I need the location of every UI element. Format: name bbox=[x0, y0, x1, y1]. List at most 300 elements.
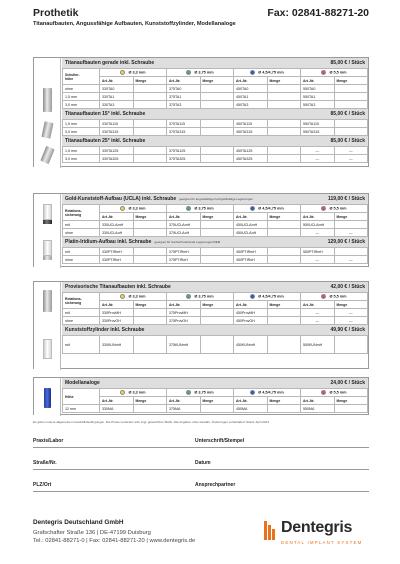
table-row bbox=[63, 93, 368, 101]
article-number: 330PTIRmH bbox=[100, 248, 134, 256]
article-number: 330UCLAmH bbox=[100, 221, 134, 229]
section-price: 129,00 € / Stück bbox=[327, 239, 365, 245]
product-section bbox=[62, 325, 368, 354]
section-header bbox=[62, 325, 368, 335]
quantity-unavailable: — bbox=[334, 317, 368, 325]
quantity-unavailable: — bbox=[334, 229, 368, 237]
art-nr-header: Art.-Nr. bbox=[167, 77, 201, 85]
quantity-input[interactable] bbox=[267, 221, 301, 229]
size-color-dot-icon bbox=[321, 70, 326, 75]
table-row bbox=[63, 309, 368, 317]
article-number: 375UCLAmH bbox=[167, 221, 201, 229]
quantity-input[interactable] bbox=[267, 155, 301, 163]
article-number: 330MA bbox=[100, 405, 134, 413]
article-number: 550TA1 bbox=[301, 93, 335, 101]
size-label: Ø 5,5 mm bbox=[329, 206, 347, 211]
platin-abutment-image bbox=[43, 240, 52, 256]
block-body bbox=[62, 282, 368, 354]
table-row bbox=[63, 248, 368, 256]
terms-fineprint: Es gelten unsere allgemeinen Geschäftsbedingungen. Die Preise verstehen sich zzgl. gesetzlicher MwSt. Alle Angaben ohne Gewähr, Änderungen vorbehalten! Stand: April 2013 bbox=[33, 420, 269, 424]
size-header bbox=[301, 205, 368, 213]
section-header bbox=[62, 237, 368, 247]
art-nr-header: Art.-Nr. bbox=[234, 77, 268, 85]
form-label-date: Datum bbox=[195, 460, 211, 466]
table-row bbox=[63, 317, 368, 325]
quantity-input[interactable] bbox=[133, 128, 167, 136]
quantity-input[interactable] bbox=[334, 120, 368, 128]
size-label: Ø 3,3 mm bbox=[128, 294, 146, 299]
size-label: Ø 3,75 mm bbox=[194, 294, 214, 299]
company-address: Grafschafter Straße 136 | DE-47199 Duisburg bbox=[33, 530, 151, 536]
article-number: 330TA315 bbox=[100, 128, 134, 136]
block-body bbox=[62, 194, 368, 264]
article-number: 330TA0 bbox=[100, 85, 134, 93]
column-header-row bbox=[63, 77, 368, 85]
quantity-input[interactable] bbox=[133, 93, 167, 101]
size-color-dot-icon bbox=[186, 390, 191, 395]
menge-header: Menge bbox=[133, 301, 167, 309]
order-table bbox=[62, 335, 368, 354]
article-number: 375TA125 bbox=[167, 147, 201, 155]
quantity-input[interactable] bbox=[200, 309, 234, 317]
article-number: 550PTIRmH bbox=[301, 248, 335, 256]
table-row bbox=[63, 221, 368, 229]
quantity-input[interactable] bbox=[200, 317, 234, 325]
quantity-input[interactable] bbox=[334, 336, 368, 354]
size-header bbox=[100, 205, 167, 213]
row-label: mit bbox=[63, 336, 100, 354]
row-label: ohne bbox=[63, 256, 100, 264]
article-number: 450TA125 bbox=[234, 147, 268, 155]
art-nr-header: Art.-Nr. bbox=[100, 301, 134, 309]
section-header bbox=[62, 109, 368, 119]
quantity-input[interactable] bbox=[334, 221, 368, 229]
size-header bbox=[167, 389, 234, 397]
menge-header: Menge bbox=[200, 77, 234, 85]
article-number: 450MA bbox=[234, 405, 268, 413]
quantity-input[interactable] bbox=[267, 405, 301, 413]
size-header bbox=[234, 69, 301, 77]
product-section bbox=[62, 109, 368, 136]
article-number: 450TA0 bbox=[234, 85, 268, 93]
article-number: 375TA115 bbox=[167, 120, 201, 128]
row-label: ohne bbox=[63, 85, 100, 93]
menge-header: Menge bbox=[200, 397, 234, 405]
order-table bbox=[62, 204, 368, 237]
quantity-input[interactable] bbox=[133, 317, 167, 325]
section-title: Kunststoffzylinder inkl. Schraube bbox=[65, 327, 145, 333]
row-label: mit bbox=[63, 248, 100, 256]
quantity-input[interactable] bbox=[334, 128, 368, 136]
quantity-input[interactable] bbox=[267, 248, 301, 256]
size-header bbox=[167, 293, 234, 301]
quantity-input[interactable] bbox=[200, 256, 234, 264]
section-header bbox=[62, 378, 368, 388]
form-label-city: PLZ/Ort bbox=[33, 482, 52, 488]
article-number: 330TA115 bbox=[100, 120, 134, 128]
order-table bbox=[62, 119, 368, 136]
size-header-row bbox=[63, 69, 368, 77]
quantity-input[interactable] bbox=[133, 309, 167, 317]
article-number: 375UCLAoH bbox=[167, 229, 201, 237]
size-header bbox=[234, 205, 301, 213]
size-header bbox=[100, 389, 167, 397]
quantity-input[interactable] bbox=[133, 147, 167, 155]
row-label-header: Schulter- höhe bbox=[63, 69, 100, 85]
form-row-3[interactable] bbox=[33, 480, 369, 492]
size-color-dot-icon bbox=[186, 206, 191, 211]
form-label-street: Straße/Nr. bbox=[33, 460, 57, 466]
quantity-input[interactable] bbox=[334, 85, 368, 93]
quantity-input[interactable] bbox=[200, 147, 234, 155]
quantity-input[interactable] bbox=[267, 128, 301, 136]
size-header bbox=[167, 69, 234, 77]
quantity-input[interactable] bbox=[133, 405, 167, 413]
column-header-row bbox=[63, 213, 368, 221]
quantity-input[interactable] bbox=[133, 155, 167, 163]
table-row bbox=[63, 101, 368, 109]
menge-header: Menge bbox=[267, 213, 301, 221]
size-color-dot-icon bbox=[120, 206, 125, 211]
menge-header: Menge bbox=[133, 213, 167, 221]
section-price: 119,00 € / Stück bbox=[328, 196, 365, 202]
size-color-dot-icon bbox=[321, 294, 326, 299]
ucla-base-image bbox=[43, 220, 52, 224]
quantity-unavailable: — bbox=[334, 256, 368, 264]
size-label: Ø 5,5 mm bbox=[329, 390, 347, 395]
order-table bbox=[62, 68, 368, 109]
size-label: Ø 3,3 mm bbox=[128, 390, 146, 395]
quantity-input[interactable] bbox=[200, 93, 234, 101]
article-number: 330KUNmH bbox=[100, 336, 134, 354]
logo-tagline: DENTAL IMPLANT SYSTEM bbox=[281, 540, 363, 545]
size-color-dot-icon bbox=[120, 294, 125, 299]
row-label: 3,0 mm bbox=[63, 101, 100, 109]
row-label: 3,0 mm bbox=[63, 155, 100, 163]
section-header bbox=[62, 58, 368, 68]
row-label: 1,5 mm bbox=[63, 93, 100, 101]
article-number: 450PTIRmH bbox=[234, 248, 268, 256]
art-nr-header: Art.-Nr. bbox=[301, 77, 335, 85]
column-header-row bbox=[63, 301, 368, 309]
page-subtitle: Titanaufbauten, Angussfähige Aufbauten, Kunststoffzylinder, Modellanaloge bbox=[33, 21, 236, 27]
article-number: 550TA115 bbox=[301, 120, 335, 128]
size-color-dot-icon bbox=[250, 294, 255, 299]
straight-abutment-image bbox=[43, 88, 52, 112]
size-label: Ø 4,5/4,75 mm bbox=[258, 206, 284, 211]
order-table bbox=[62, 292, 368, 325]
section-note: geeignet für hochschmelzende Legierungen/NEM bbox=[154, 240, 221, 244]
art-nr-header: Art.-Nr. bbox=[100, 213, 134, 221]
plastic-cylinder-image bbox=[43, 339, 52, 359]
section-header bbox=[62, 136, 368, 146]
quantity-input[interactable] bbox=[267, 256, 301, 264]
article-number: — bbox=[301, 317, 335, 325]
art-nr-header: Art.-Nr. bbox=[301, 301, 335, 309]
art-nr-header: Art.-Nr. bbox=[301, 213, 335, 221]
art-nr-header: Art.-Nr. bbox=[301, 397, 335, 405]
size-header bbox=[167, 205, 234, 213]
size-label: Ø 4,5/4,75 mm bbox=[258, 70, 284, 75]
quantity-input[interactable] bbox=[133, 120, 167, 128]
row-label: ohne bbox=[63, 229, 100, 237]
size-label: Ø 3,75 mm bbox=[194, 70, 214, 75]
row-label-header: Höhe bbox=[63, 389, 100, 405]
quantity-input[interactable] bbox=[133, 221, 167, 229]
art-nr-header: Art.-Nr. bbox=[100, 397, 134, 405]
row-label: 12 mm bbox=[63, 405, 100, 413]
product-section bbox=[62, 136, 368, 163]
row-label: 1,5 mm bbox=[63, 120, 100, 128]
quantity-input[interactable] bbox=[200, 101, 234, 109]
quantity-unavailable: — bbox=[334, 147, 368, 155]
size-header-row bbox=[63, 293, 368, 301]
quantity-input[interactable] bbox=[133, 248, 167, 256]
size-color-dot-icon bbox=[321, 206, 326, 211]
art-nr-header: Art.-Nr. bbox=[167, 213, 201, 221]
article-number: 330ProvOH bbox=[100, 317, 134, 325]
order-table bbox=[62, 146, 368, 163]
menge-header: Menge bbox=[200, 213, 234, 221]
section-price: 24,00 € / Stück bbox=[330, 380, 365, 386]
titanium-abutments-block bbox=[33, 57, 369, 167]
article-number: 450TA1 bbox=[234, 93, 268, 101]
table-row bbox=[63, 85, 368, 93]
quantity-input[interactable] bbox=[133, 85, 167, 93]
quantity-input[interactable] bbox=[267, 85, 301, 93]
size-color-dot-icon bbox=[120, 390, 125, 395]
section-title: Platin-Iridium-Aufbau inkl. Schraube bbox=[65, 239, 152, 245]
quantity-input[interactable] bbox=[334, 248, 368, 256]
size-color-dot-icon bbox=[186, 70, 191, 75]
quantity-input[interactable] bbox=[200, 221, 234, 229]
provisional-abutments-block bbox=[33, 281, 369, 369]
article-number: 375TA1 bbox=[167, 93, 201, 101]
article-number: 450ProvOH bbox=[234, 317, 268, 325]
article-number: 330PTIRoH bbox=[100, 256, 134, 264]
quantity-unavailable: — bbox=[334, 309, 368, 317]
row-label: 3,0 mm bbox=[63, 128, 100, 136]
article-number: — bbox=[301, 155, 335, 163]
art-nr-header: Art.-Nr. bbox=[234, 301, 268, 309]
table-row bbox=[63, 229, 368, 237]
article-number: 375TA315 bbox=[167, 128, 201, 136]
table-row bbox=[63, 155, 368, 163]
article-number: 375TA325 bbox=[167, 155, 201, 163]
quantity-unavailable: — bbox=[334, 155, 368, 163]
quantity-input[interactable] bbox=[267, 120, 301, 128]
quantity-input[interactable] bbox=[133, 336, 167, 354]
article-number: 450TA3 bbox=[234, 101, 268, 109]
article-number: 375MA bbox=[167, 405, 201, 413]
menge-header: Menge bbox=[334, 301, 368, 309]
row-label: 1,5 mm bbox=[63, 147, 100, 155]
article-number: 375KUNmH bbox=[167, 336, 201, 354]
article-number: 450KUNmH bbox=[234, 336, 268, 354]
row-label: ohne bbox=[63, 317, 100, 325]
size-header bbox=[301, 69, 368, 77]
quantity-input[interactable] bbox=[334, 101, 368, 109]
article-number: 330TA3 bbox=[100, 101, 134, 109]
article-number: 330TA125 bbox=[100, 147, 134, 155]
product-section bbox=[62, 194, 368, 237]
art-nr-header: Art.-Nr. bbox=[167, 301, 201, 309]
art-nr-header: Art.-Nr. bbox=[167, 397, 201, 405]
size-color-dot-icon bbox=[250, 70, 255, 75]
section-price: 42,00 € / Stück bbox=[330, 284, 365, 290]
model-analog-image bbox=[44, 388, 51, 408]
section-note: geeignet für angussfähige hochgoldhaltige Legierungen bbox=[179, 197, 254, 201]
product-section bbox=[62, 237, 368, 264]
section-title: Provisorische Titanaufbauten inkl. Schraube bbox=[65, 284, 171, 290]
page-title: Prothetik bbox=[33, 7, 79, 19]
quantity-input[interactable] bbox=[267, 229, 301, 237]
angled-25-abutment-image bbox=[40, 146, 54, 164]
quantity-input[interactable] bbox=[267, 309, 301, 317]
model-analogs-block bbox=[33, 377, 369, 415]
quantity-input[interactable] bbox=[200, 229, 234, 237]
art-nr-header: Art.-Nr. bbox=[234, 397, 268, 405]
size-header bbox=[100, 293, 167, 301]
size-color-dot-icon bbox=[120, 70, 125, 75]
article-number: 330TA325 bbox=[100, 155, 134, 163]
article-number: 375TA0 bbox=[167, 85, 201, 93]
size-header-row bbox=[63, 205, 368, 213]
product-photo-column bbox=[34, 378, 61, 416]
order-table bbox=[62, 388, 368, 413]
menge-header: Menge bbox=[200, 301, 234, 309]
quantity-input[interactable] bbox=[267, 101, 301, 109]
size-header-row bbox=[63, 389, 368, 397]
block-body bbox=[62, 58, 368, 163]
article-number: — bbox=[301, 147, 335, 155]
size-label: Ø 5,5 mm bbox=[329, 294, 347, 299]
section-title: Titanaufbauten gerade inkl. Schraube bbox=[65, 60, 155, 66]
size-label: Ø 3,75 mm bbox=[194, 206, 214, 211]
quantity-input[interactable] bbox=[267, 147, 301, 155]
section-price: 85,00 € / Stück bbox=[330, 60, 365, 66]
row-label-header: Rotations- sicherung bbox=[63, 205, 100, 221]
quantity-input[interactable] bbox=[267, 317, 301, 325]
quantity-input[interactable] bbox=[267, 336, 301, 354]
article-number: 450TA325 bbox=[234, 155, 268, 163]
article-number: 330TA1 bbox=[100, 93, 134, 101]
menge-header: Menge bbox=[133, 77, 167, 85]
section-title: Gold-Kunststoff-Aufbau (UCLA) inkl. Schraube bbox=[65, 196, 177, 202]
quantity-input[interactable] bbox=[200, 155, 234, 163]
product-section bbox=[62, 282, 368, 325]
quantity-input[interactable] bbox=[200, 248, 234, 256]
product-photo-column bbox=[34, 58, 61, 168]
size-color-dot-icon bbox=[250, 206, 255, 211]
menge-header: Menge bbox=[267, 77, 301, 85]
art-nr-header: Art.-Nr. bbox=[234, 213, 268, 221]
quantity-input[interactable] bbox=[334, 93, 368, 101]
quantity-input[interactable] bbox=[200, 85, 234, 93]
menge-header: Menge bbox=[267, 397, 301, 405]
quantity-input[interactable] bbox=[200, 120, 234, 128]
product-photo-column bbox=[34, 194, 61, 268]
table-row bbox=[63, 128, 368, 136]
article-number: — bbox=[301, 256, 335, 264]
size-color-dot-icon bbox=[186, 294, 191, 299]
page-footer bbox=[33, 519, 369, 559]
size-header bbox=[301, 293, 368, 301]
order-table bbox=[62, 247, 368, 264]
article-number: 450TA115 bbox=[234, 120, 268, 128]
article-number: 550TA0 bbox=[301, 85, 335, 93]
provisional-abutment-image bbox=[43, 290, 52, 312]
form-label-signature: Unterschrift/Stempel bbox=[195, 438, 245, 444]
section-price: 85,00 € / Stück bbox=[330, 111, 365, 117]
form-row-2[interactable] bbox=[33, 458, 369, 470]
product-photo-column bbox=[34, 282, 61, 370]
article-number: 375PTIRoH bbox=[167, 256, 201, 264]
menge-header: Menge bbox=[267, 301, 301, 309]
quantity-input[interactable] bbox=[133, 256, 167, 264]
size-label: Ø 3,3 mm bbox=[128, 206, 146, 211]
quantity-input[interactable] bbox=[200, 128, 234, 136]
column-header-row bbox=[63, 397, 368, 405]
row-label: mit bbox=[63, 221, 100, 229]
article-number: 450UCLAmH bbox=[234, 221, 268, 229]
section-title: Titanaufbauten 15° inkl. Schraube bbox=[65, 111, 146, 117]
menge-header: Menge bbox=[133, 397, 167, 405]
section-price: 49,90 € / Stück bbox=[330, 327, 365, 333]
dentegris-logo bbox=[264, 519, 369, 551]
size-color-dot-icon bbox=[321, 390, 326, 395]
size-color-dot-icon bbox=[250, 390, 255, 395]
size-header bbox=[234, 293, 301, 301]
size-header bbox=[100, 69, 167, 77]
row-label: mit bbox=[63, 309, 100, 317]
article-number: 450UCLAoH bbox=[234, 229, 268, 237]
quantity-input[interactable] bbox=[200, 336, 234, 354]
size-label: Ø 4,5/4,75 mm bbox=[258, 390, 284, 395]
quantity-input[interactable] bbox=[267, 93, 301, 101]
article-number: 375TA3 bbox=[167, 101, 201, 109]
article-number: 550TA315 bbox=[301, 128, 335, 136]
quantity-input[interactable] bbox=[133, 101, 167, 109]
quantity-input[interactable] bbox=[334, 405, 368, 413]
article-number: — bbox=[301, 229, 335, 237]
section-price: 85,00 € / Stück bbox=[330, 138, 365, 144]
table-row bbox=[63, 147, 368, 155]
article-number: 375ProvOH bbox=[167, 317, 201, 325]
logo-mark-icon bbox=[264, 521, 278, 540]
logo-brand: Dentegris bbox=[281, 519, 353, 536]
size-label: Ø 4,5/4,75 mm bbox=[258, 294, 284, 299]
company-name: Dentegris Deutschland GmbH bbox=[33, 519, 124, 526]
company-contact: Tel.: 02841-88271-0 | Fax: 02841-88271-20 | www.dentegris.de bbox=[33, 538, 196, 544]
menge-header: Menge bbox=[334, 77, 368, 85]
section-title: Modellanaloge bbox=[65, 380, 100, 386]
article-number: 375PTIRmH bbox=[167, 248, 201, 256]
quantity-input[interactable] bbox=[200, 405, 234, 413]
table-row bbox=[63, 405, 368, 413]
quantity-input[interactable] bbox=[133, 229, 167, 237]
art-nr-header: Art.-Nr. bbox=[100, 77, 134, 85]
table-row bbox=[63, 256, 368, 264]
article-number: 450PTIRoH bbox=[234, 256, 268, 264]
angled-15-abutment-image bbox=[41, 121, 53, 139]
block-body bbox=[62, 378, 368, 413]
article-number: 375ProvMH bbox=[167, 309, 201, 317]
size-label: Ø 3,3 mm bbox=[128, 70, 146, 75]
table-row bbox=[63, 336, 368, 354]
fax-number: Fax: 02841-88271-20 bbox=[267, 7, 369, 19]
form-row-1[interactable] bbox=[33, 436, 369, 448]
